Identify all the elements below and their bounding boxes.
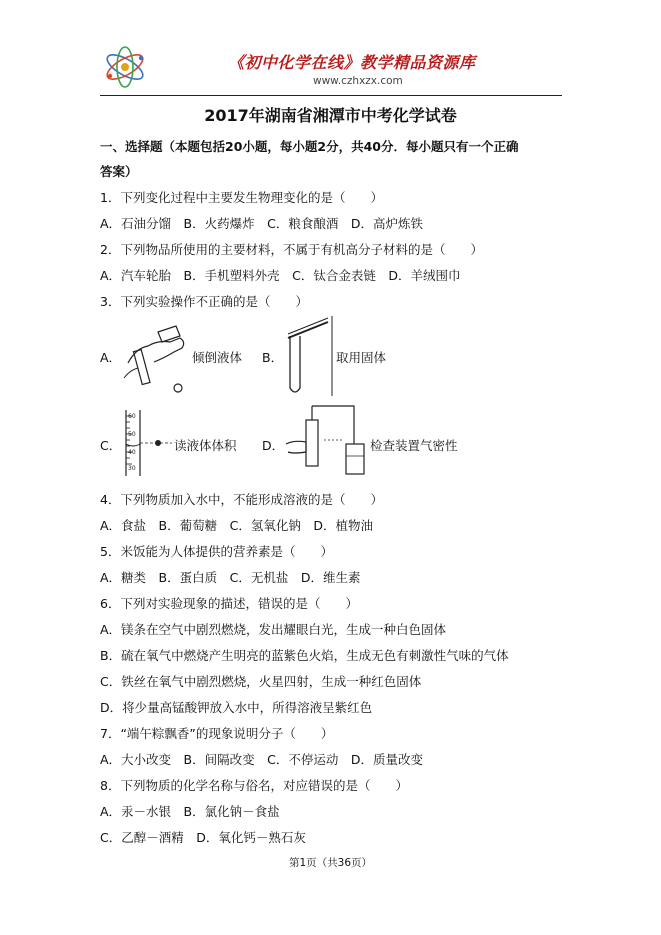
banner-title: 《初中化学在线》教学精品资源库 [228,53,476,72]
q7-options: A．大小改变 B．间隔改变 C．不停运动 D．质量改变 [100,752,423,767]
site-url: www.czhxzx.com [313,75,403,87]
q3-option-c-letter: C． [100,438,122,453]
q3-option-a-text: 倾倒液体 [192,350,243,365]
q5-options: A．糖类 B．蛋白质 C．无机盐 D．维生素 [100,570,361,585]
q6-option-c: C．铁丝在氧气中剧烈燃烧，火星四射，生成一种红色固体 [100,674,422,689]
q3-option-c-text: 读液体体积 [174,438,237,453]
scale-tick-30: 30 [128,465,136,472]
q8-stem: 8．下列物质的化学名称与俗名，对应错误的是（ ） [100,778,408,793]
q3-option-d-letter: D． [262,438,285,453]
test-tube-figure [282,314,336,398]
atom-logo-icon [100,44,150,90]
q8-options-row2: C．乙醇－酒精 D．氧化钙－熟石灰 [100,830,306,845]
q3-option-b-text: 取用固体 [336,350,387,365]
pouring-liquid-figure [118,318,190,394]
graduated-cylinder-figure [118,408,174,478]
q2-stem: 2．下列物品所使用的主要材料，不属于有机高分子材料的是（ ） [100,242,483,257]
q1-stem: 1．下列变化过程中主要发生物理变化的是（ ） [100,190,383,205]
q6-option-a: A．镁条在空气中剧烈燃烧，发出耀眼白光，生成一种白色固体 [100,622,447,637]
q4-options: A．食盐 B．葡萄糖 C．氢氧化钠 D．植物油 [100,518,373,533]
q1-options: A．石油分馏 B．火药爆炸 C．粮食酿酒 D．高炉炼铁 [100,216,423,231]
q5-stem: 5．米饭能为人体提供的营养素是（ ） [100,544,333,559]
airtightness-check-figure [284,404,370,480]
q4-stem: 4．下列物质加入水中，不能形成溶液的是（ ） [100,492,383,507]
header-divider [100,95,562,96]
scale-tick-50: 50 [128,431,136,438]
q3-stem: 3．下列实验操作不正确的是（ ） [100,294,308,309]
page-footer: 第1页（共36页） [288,857,373,869]
q7-stem: 7．“端午粽飘香”的现象说明分子（ ） [100,726,334,741]
q6-stem: 6．下列对实验现象的描述，错误的是（ ） [100,596,358,611]
section-heading: 一、选择题（本题包括20小题，每小题2分，共40分．每小题只有一个正确 [100,139,519,154]
q3-option-d-text: 检查装置气密性 [370,438,458,453]
q6-option-b: B．硫在氧气中燃烧产生明亮的蓝紫色火焰，生成无色有刺激性气味的气体 [100,648,509,663]
q8-options-row1: A．汞－水银 B．氯化钠－食盐 [100,804,280,819]
scale-tick-40: 40 [128,449,136,456]
section-heading-cont: 答案） [100,164,138,179]
scale-tick-60: 60 [128,413,136,420]
q2-options: A．汽车轮胎 B．手机塑料外壳 C．钛合金表链 D．羊绒围巾 [100,268,461,283]
q3-option-a-letter: A． [100,350,122,365]
q3-option-b-letter: B． [262,350,284,365]
q6-option-d: D．将少量高锰酸钾放入水中，所得溶液呈紫红色 [100,700,373,715]
page-title: 2017年湖南省湘潭市中考化学试卷 [204,106,457,125]
page-header [100,44,560,96]
